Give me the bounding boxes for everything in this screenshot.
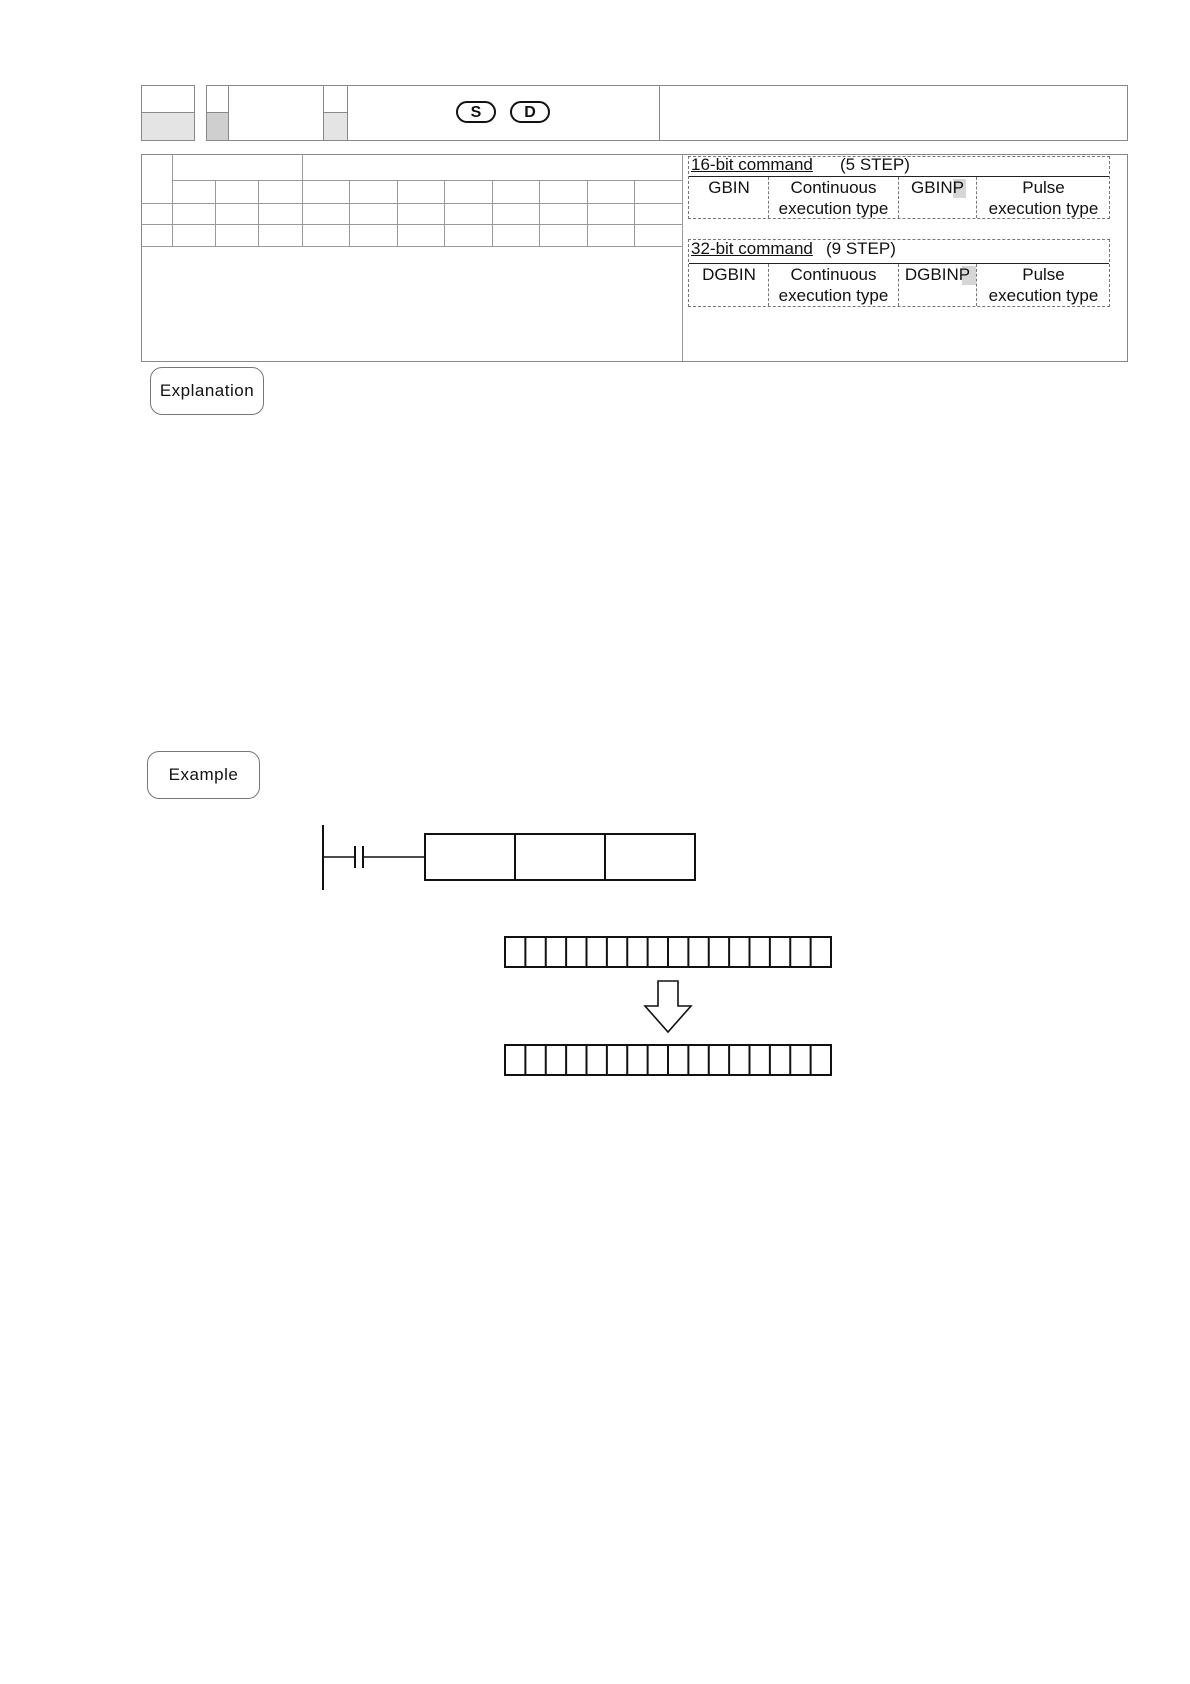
command-16-cont-label-1: Continuous: [790, 178, 877, 197]
grid-v: [492, 180, 493, 246]
example-label: Example: [147, 751, 260, 799]
instruction-box: [425, 834, 695, 880]
grid-v: [172, 154, 173, 246]
command-32-cont-label-2: execution type: [778, 286, 889, 305]
bit-register-source: [503, 935, 835, 969]
table-divider: [682, 155, 683, 361]
command-32-pulse-label-1: Pulse: [1022, 265, 1065, 284]
explanation-label: Explanation: [150, 367, 264, 415]
operand-d-badge: D: [510, 101, 550, 123]
down-arrow-icon: [645, 981, 691, 1032]
grid-v: [634, 180, 635, 246]
d-flag-cell: [207, 86, 229, 140]
instruction-header: [206, 85, 1128, 141]
command-32-steps: (9 STEP): [826, 239, 896, 258]
command-32-title: 32-bit command: [691, 239, 813, 258]
device-grid: [141, 154, 682, 246]
command-16-cont-label-2: execution type: [778, 199, 889, 218]
command-16-pulse-mnemonic: [899, 177, 976, 198]
command-32-cont-label-1: Continuous: [790, 265, 877, 284]
operands-cell: [348, 86, 660, 140]
grid-h: [141, 203, 682, 204]
function-cell: [660, 86, 1127, 140]
grid-v: [302, 154, 303, 246]
d-flag-shade: [207, 112, 228, 140]
grid-h: [141, 246, 682, 247]
command-16-pulse-mnemonic-text: GBINP: [911, 178, 964, 197]
command-16-steps: (5 STEP): [840, 155, 910, 174]
conversion-arrow: [642, 980, 694, 1034]
p-flag-shade: [324, 112, 347, 140]
operand-s-badge: S: [456, 101, 496, 123]
grid-v: [587, 180, 588, 246]
command-16-cont-mnemonic: GBIN: [708, 178, 750, 197]
grid-h: [172, 180, 682, 181]
register-cells: [505, 1045, 831, 1075]
command-32-pulse-label-2: execution type: [988, 286, 1099, 305]
grid-v: [215, 180, 216, 246]
command-16-title: 16-bit command: [691, 155, 813, 174]
mnemonic-cell: [229, 86, 324, 140]
api-number-box: [141, 85, 195, 141]
ladder-diagram: [315, 820, 710, 892]
grid-v: [444, 180, 445, 246]
grid-h: [141, 224, 682, 225]
grid-v: [539, 180, 540, 246]
register-cells: [505, 937, 831, 967]
command-16-pulse-label-2: execution type: [988, 199, 1099, 218]
command-32-cont-mnemonic: DGBIN: [702, 265, 756, 284]
bit-register-result: [503, 1043, 835, 1077]
command-32-pulse-mnemonic: DGBINP: [904, 265, 971, 284]
api-number-shade: [142, 112, 194, 140]
grid-v: [397, 180, 398, 246]
command-16-pulse-label-1: Pulse: [1022, 178, 1065, 197]
p-flag-cell: [324, 86, 348, 140]
grid-v: [258, 180, 259, 246]
grid-v: [349, 180, 350, 246]
